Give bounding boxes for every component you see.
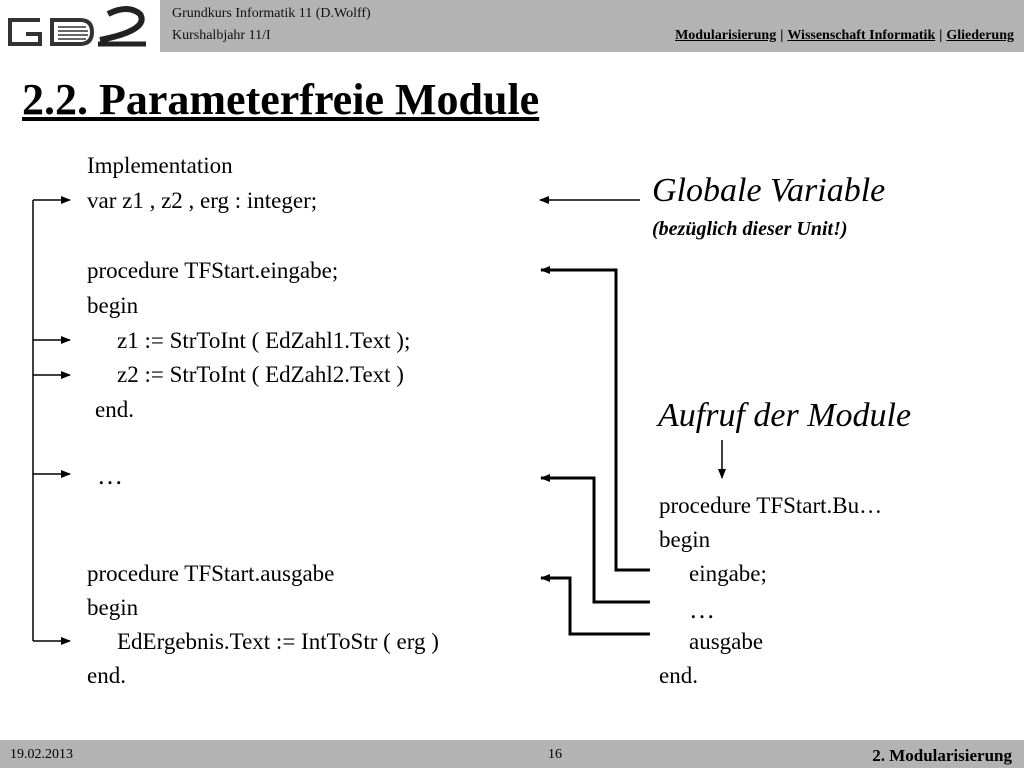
code-ellipsis-right: … — [689, 595, 715, 624]
footer-chapter: 2. Modularisierung — [872, 746, 1012, 765]
code-line: procedure TFStart.eingabe; — [87, 258, 339, 283]
header-bar — [0, 0, 1024, 52]
nav-separator: | — [939, 28, 943, 43]
variable-usage-arrows — [33, 200, 70, 641]
code-line: begin — [87, 595, 139, 620]
code-line: z1 := StrToInt ( EdZahl1.Text ); — [117, 328, 411, 353]
page-number: 16 — [548, 747, 562, 762]
code-line: end. — [95, 397, 134, 422]
code-line-right: begin — [659, 527, 711, 552]
code-line-right: procedure TFStart.Bu… — [659, 493, 883, 518]
code-line-right: end. — [659, 663, 698, 688]
code-line-right: ausgabe — [689, 629, 764, 654]
footer-bar — [0, 740, 1024, 768]
nav-links — [675, 28, 1014, 44]
note-global-variable: Globale Variable — [652, 172, 886, 209]
code-line: end. — [87, 663, 126, 688]
slide-title: 2.2. Parameterfreie Module — [22, 75, 540, 124]
code-line: begin — [87, 293, 139, 318]
code-line: EdErgebnis.Text := IntToStr ( erg ) — [117, 629, 439, 654]
nav-separator: | — [780, 28, 784, 43]
note-call-modules: Aufruf der Module — [658, 397, 912, 434]
note-global-sub: (bezüglich dieser Unit!) — [652, 218, 848, 240]
code-line: Implementation — [87, 153, 233, 178]
footer-date: 19.02.2013 — [10, 747, 73, 762]
nav-link-wissenschaft[interactable]: Wissenschaft Informatik — [787, 28, 936, 43]
code-line: var z1 , z2 , erg : integer; — [87, 188, 318, 213]
call-arrows — [541, 270, 650, 634]
school-logo — [0, 0, 160, 52]
class-info: Kurshalbjahr 11/I — [172, 28, 271, 43]
code-line: z2 := StrToInt ( EdZahl2.Text ) — [117, 362, 404, 387]
code-line-right: eingabe; — [689, 561, 767, 586]
code-line: procedure TFStart.ausgabe — [87, 561, 335, 586]
course-title: Grundkurs Informatik 11 (D.Wolff) — [172, 6, 371, 21]
nav-link-gliederung[interactable]: Gliederung — [946, 28, 1014, 43]
nav-link-modularisierung[interactable]: Modularisierung — [675, 28, 777, 43]
code-ellipsis: … — [97, 461, 123, 490]
